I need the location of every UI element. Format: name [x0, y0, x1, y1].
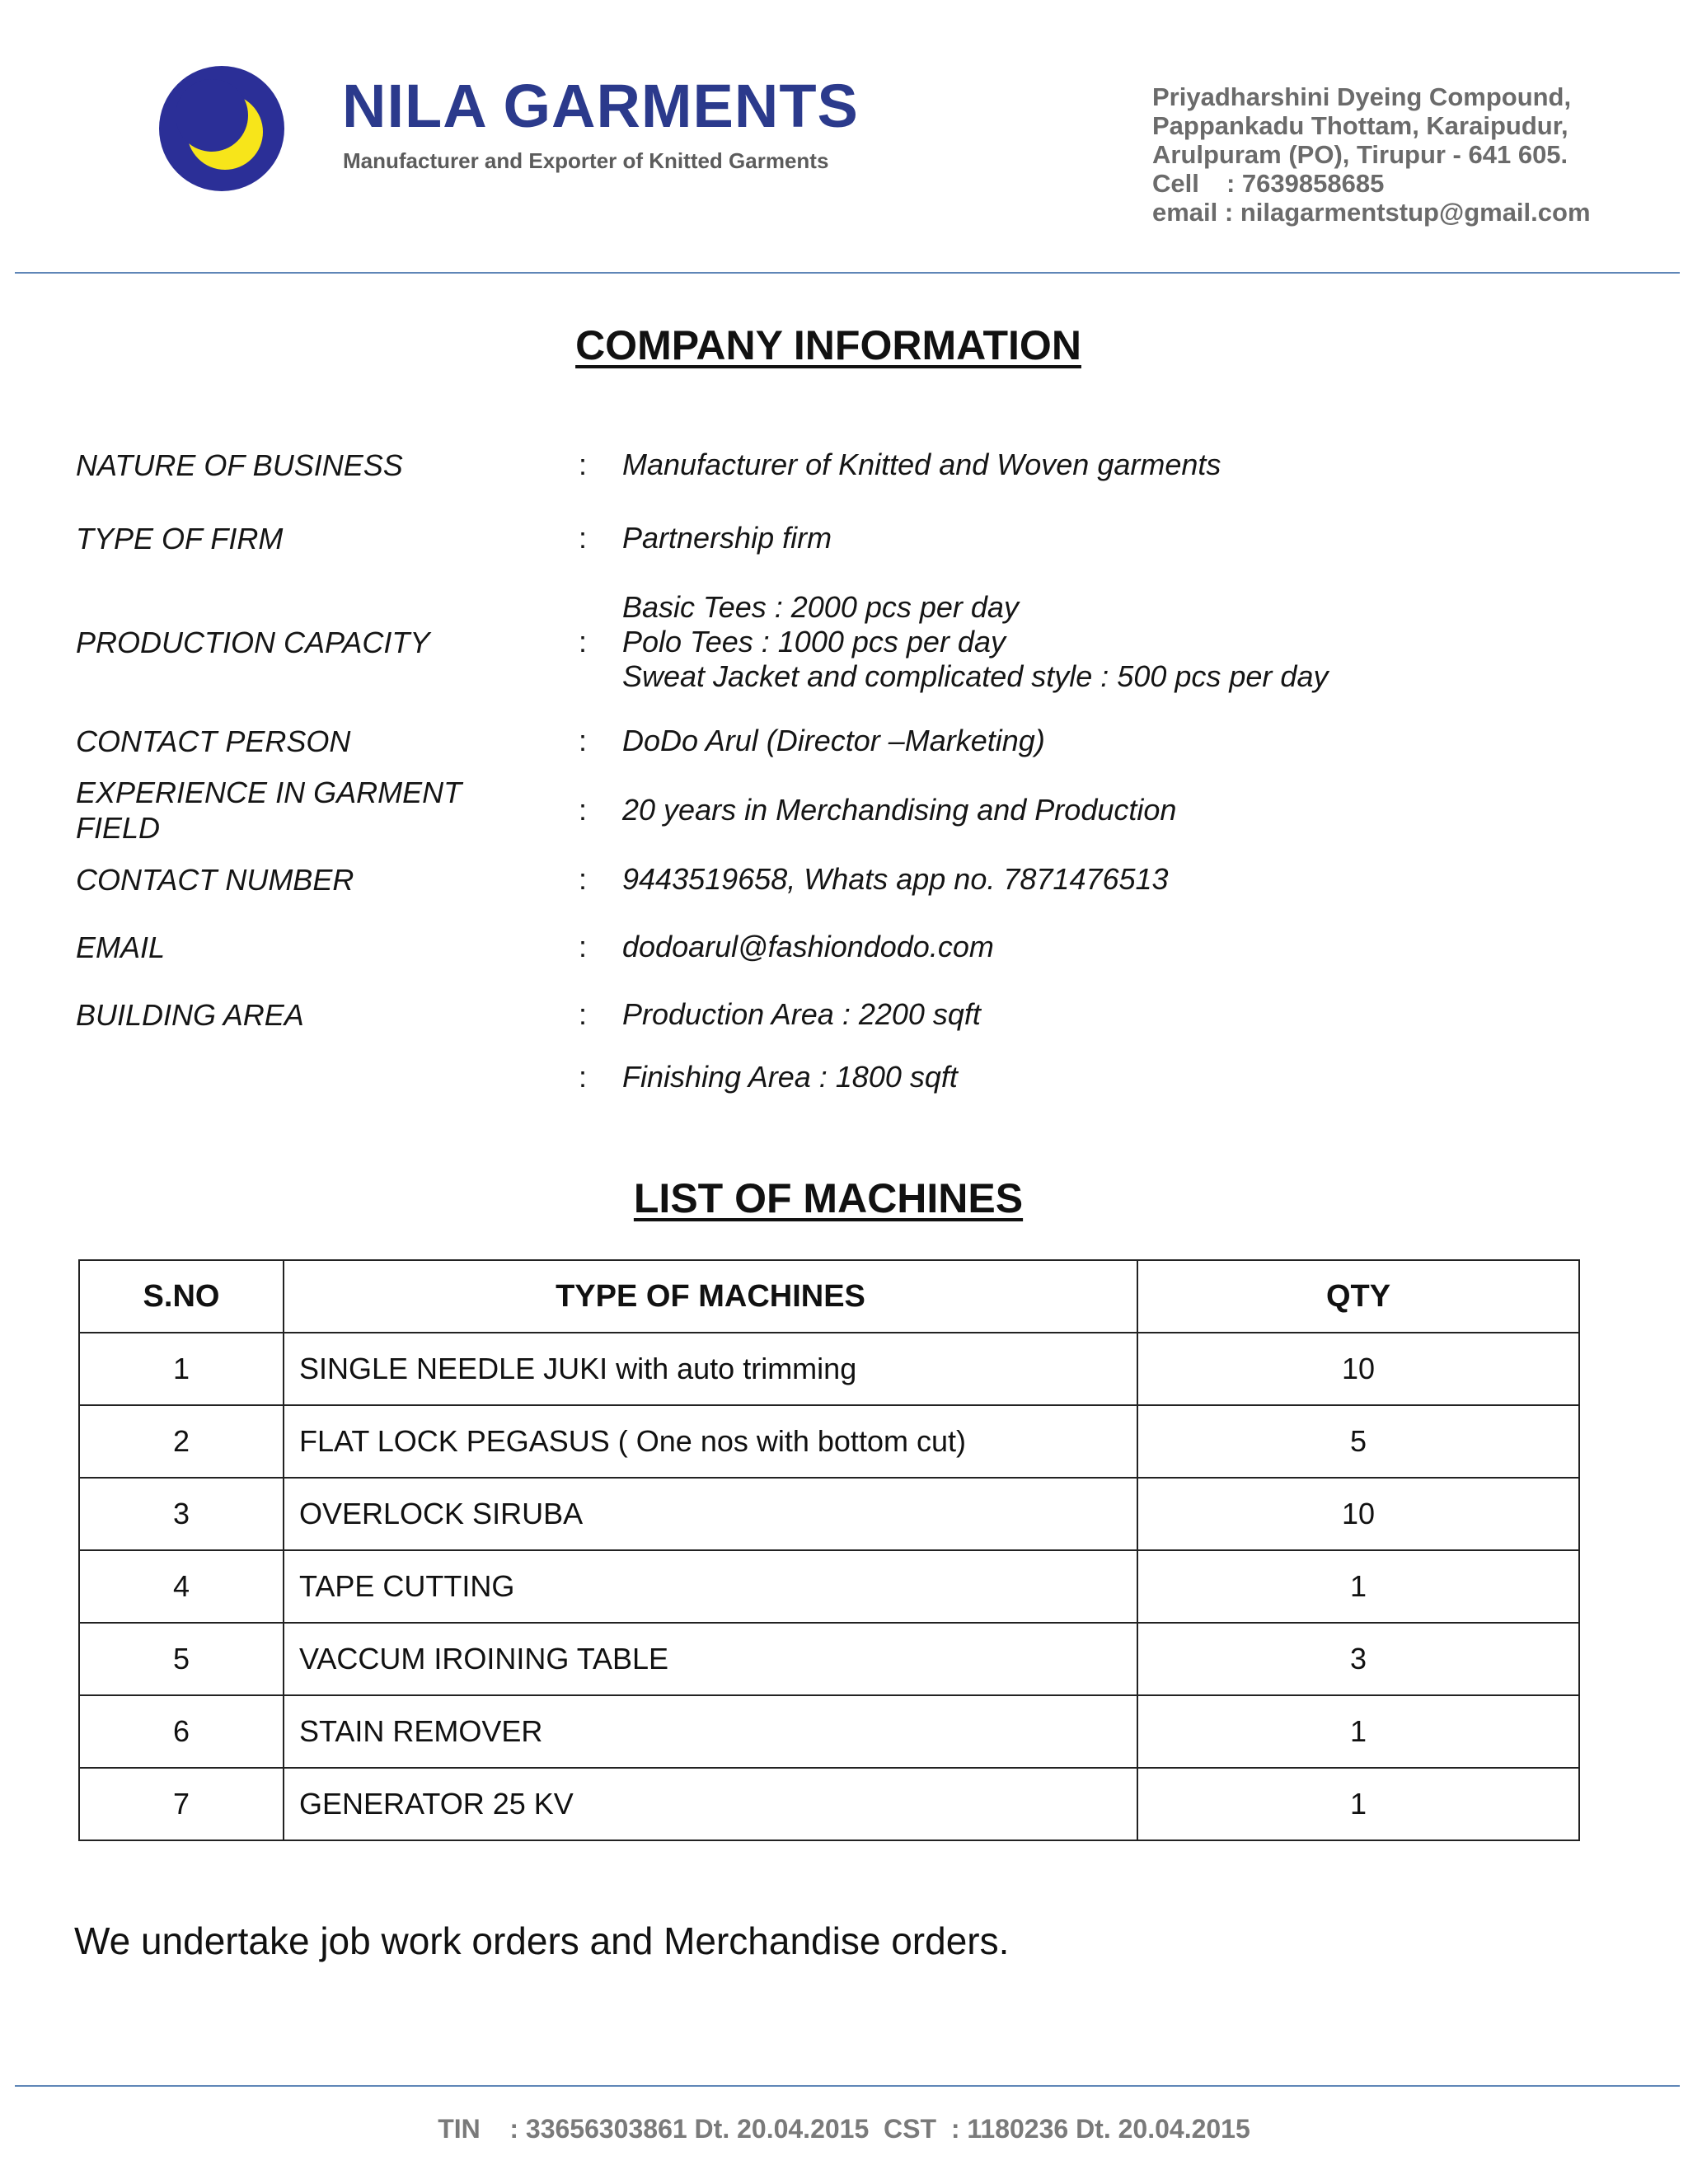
cell-type: FLAT LOCK PEGASUS ( One nos with bottom cut) — [284, 1405, 1137, 1478]
cell-type: STAIN REMOVER — [284, 1695, 1137, 1768]
address-line: Arulpuram (PO), Tirupur - 641 605. — [1152, 140, 1568, 169]
info-colon: : — [579, 1060, 588, 1094]
info-colon: : — [579, 521, 588, 555]
info-label: NATURE OF BUSINESS — [76, 448, 403, 482]
info-colon: : — [579, 793, 588, 827]
info-value: Production Area : 2200 sqft — [622, 997, 981, 1031]
machines-table — [78, 1259, 1580, 1841]
cell-type: GENERATOR 25 KV — [284, 1768, 1137, 1840]
cell-type: VACCUM IROINING TABLE — [284, 1623, 1137, 1695]
info-label: CONTACT PERSON — [76, 724, 351, 758]
company-name: NILA GARMENTS — [342, 72, 859, 140]
cell-label: Cell — [1152, 169, 1199, 198]
info-label: TYPE OF FIRM — [76, 522, 284, 555]
cell-type: OVERLOCK SIRUBA — [284, 1478, 1137, 1550]
info-colon: : — [579, 625, 588, 658]
column-header-type: TYPE OF MACHINES — [284, 1260, 1137, 1333]
info-label: BUILDING AREA — [76, 998, 304, 1032]
cell-sno: 4 — [79, 1550, 284, 1623]
cell-sno: 2 — [79, 1405, 284, 1478]
info-value: Basic Tees : 2000 pcs per day — [622, 590, 1019, 624]
info-colon: : — [579, 930, 588, 963]
address-line: Priyadharshini Dyeing Compound, — [1152, 82, 1572, 111]
tin-cst-line: TIN : 33656303861 Dt. 20.04.2015 CST : 1180236 Dt. 20.04.2015 — [438, 2114, 1250, 2144]
cell-qty: 3 — [1137, 1623, 1579, 1695]
info-value: dodoarul@fashiondodo.com — [622, 930, 994, 963]
header-divider — [15, 272, 1680, 274]
info-value: DoDo Arul (Director –Marketing) — [622, 724, 1045, 757]
cell-sno: 7 — [79, 1768, 284, 1840]
info-value: Finishing Area : 1800 sqft — [622, 1060, 958, 1094]
info-colon: : — [579, 862, 588, 896]
info-label: PRODUCTION CAPACITY — [76, 626, 430, 659]
crescent-moon-logo-icon — [159, 66, 284, 191]
cell-qty: 1 — [1137, 1768, 1579, 1840]
info-value: Manufacturer of Knitted and Woven garments — [622, 448, 1221, 481]
cell-type: TAPE CUTTING — [284, 1550, 1137, 1623]
company-address — [1152, 82, 1591, 227]
company-tagline: Manufacturer and Exporter of Knitted Garments — [343, 148, 829, 173]
machines-title: LIST OF MACHINES — [633, 1175, 1024, 1221]
table-row — [79, 1623, 1579, 1695]
table-row — [79, 1333, 1579, 1405]
info-colon: : — [579, 448, 588, 481]
email-line: email : nilagarmentstup@gmail.com — [1152, 198, 1591, 227]
company-info-title: COMPANY INFORMATION — [575, 322, 1081, 368]
info-label: CONTACT NUMBER — [76, 863, 354, 897]
company-logo — [159, 66, 284, 191]
table-row — [79, 1768, 1579, 1840]
address-line: Pappankadu Thottam, Karaipudur, — [1152, 111, 1568, 140]
table-row — [79, 1405, 1579, 1478]
table-row — [79, 1550, 1579, 1623]
info-value: 9443519658, Whats app no. 7871476513 — [622, 862, 1169, 896]
cell-type: SINGLE NEEDLE JUKI with auto trimming — [284, 1333, 1137, 1405]
cell-sno: 6 — [79, 1695, 284, 1768]
info-value: Sweat Jacket and complicated style : 500 pcs per day — [622, 659, 1329, 693]
info-colon: : — [579, 997, 588, 1031]
table-header-row — [79, 1260, 1579, 1333]
table-row — [79, 1478, 1579, 1550]
table-row — [79, 1695, 1579, 1768]
info-label: EMAIL — [76, 930, 166, 964]
cell-qty: 1 — [1137, 1550, 1579, 1623]
cell-sno: 5 — [79, 1623, 284, 1695]
job-work-note: We undertake job work orders and Merchandise orders. — [74, 1919, 1010, 1962]
info-label: EXPERIENCE IN GARMENT FIELD — [76, 776, 462, 845]
cell-line — [1152, 169, 1591, 198]
column-header-sno: S.NO — [79, 1260, 284, 1333]
cell-value: : 7639858685 — [1226, 169, 1385, 198]
cell-qty: 10 — [1137, 1478, 1579, 1550]
footer-divider — [15, 2085, 1680, 2087]
info-value: Polo Tees : 1000 pcs per day — [622, 625, 1006, 658]
info-value: Partnership firm — [622, 521, 832, 555]
cell-qty: 10 — [1137, 1333, 1579, 1405]
cell-qty: 1 — [1137, 1695, 1579, 1768]
info-value: 20 years in Merchandising and Production — [622, 793, 1177, 827]
column-header-qty: QTY — [1137, 1260, 1579, 1333]
cell-qty: 5 — [1137, 1405, 1579, 1478]
cell-sno: 1 — [79, 1333, 284, 1405]
info-colon: : — [579, 724, 588, 757]
cell-sno: 3 — [79, 1478, 284, 1550]
